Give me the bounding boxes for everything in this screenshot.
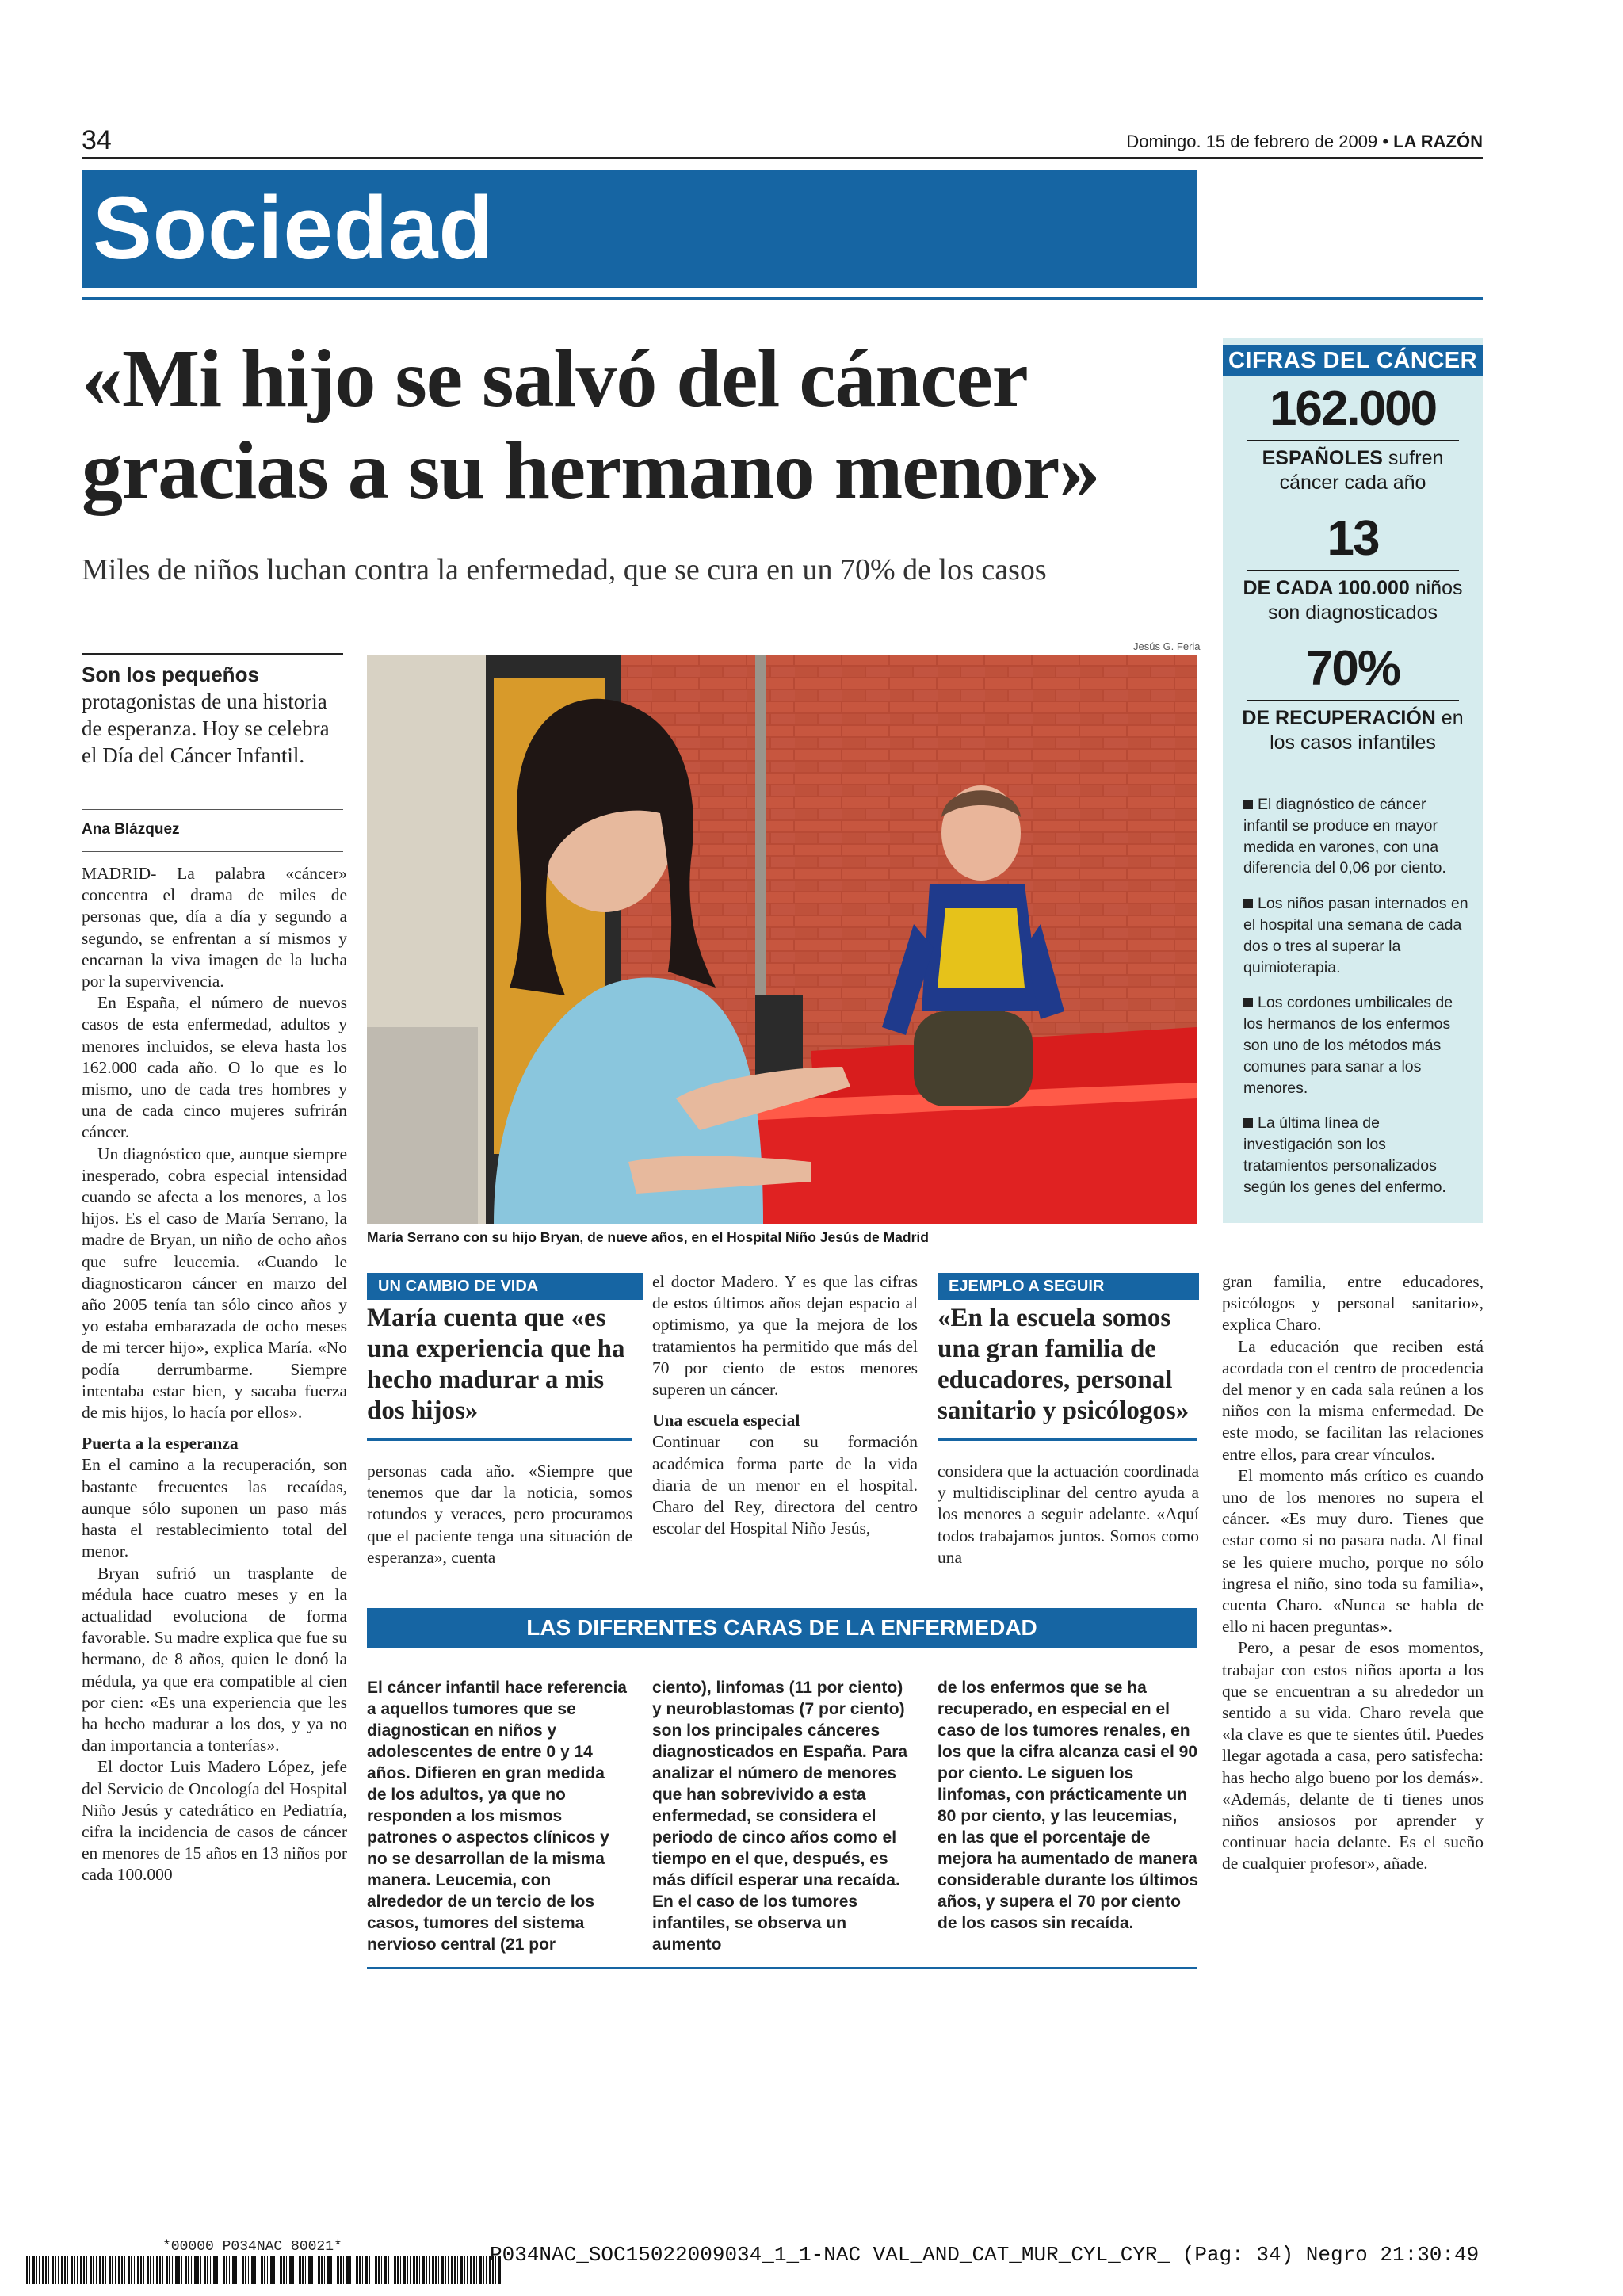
paragraph: En el camino a la recuperación, son bastante frecuentes las recaídas, aunque sólo suponen un paso más hasta el restablecimiento total del menor. [82, 1455, 347, 1561]
page-header-info [1126, 132, 1483, 152]
stat-label [1223, 446, 1483, 495]
stat-label-line2: cáncer cada año [1279, 472, 1426, 494]
stat-number: 13 [1327, 511, 1379, 566]
header-separator: • [1382, 132, 1389, 151]
subheadline: Miles de niños luchan contra la enfermedad, que se cura en un 70% de los casos [82, 553, 1047, 586]
fact-item [1243, 1113, 1473, 1198]
fact-text: La última línea de investigación son los tratamientos personalizados según los genes del enfermo. [1243, 1114, 1446, 1196]
intertitle: Una escuela especial [652, 1411, 800, 1431]
article-photo [367, 655, 1197, 1224]
fact-list [1243, 794, 1473, 1213]
paragraph: considera que la actuación coordinada y multidisciplinar del centro ayuda a los menores a seguir adelante. «Aquí todos trabajamos juntos. Somos como una [938, 1461, 1199, 1567]
stat-label-line2: son diagnosticados [1267, 602, 1438, 624]
paragraph: En España, el número de nuevos casos de esta enfermedad, adultos y menores incluidos, se eleva hasta los 162.000 cada año. O lo que es lo mismo, uno de cada tres hombres y una de cada cinco mujeres sufrirán cáncer. [82, 993, 347, 1142]
paragraph: gran familia, entre educadores, psicólogos y personal sanitario», explica Charo. [1222, 1272, 1484, 1335]
stat-label-rest: niños [1409, 577, 1463, 599]
header-rule [82, 157, 1483, 159]
stat-label-line2: los casos infantiles [1270, 732, 1436, 754]
headline: «Mi hijo se salvó del cáncer gracias a su hermano menor» [82, 333, 1100, 516]
article-column-3 [652, 1271, 918, 1539]
lead [82, 661, 347, 769]
article-column-2 [367, 1461, 632, 1568]
subhead-quote: María cuenta que «es una experiencia que ha hecho madurar a mis dos hijos» [367, 1304, 625, 1425]
stat-label-bold: ESPAÑOLES [1262, 447, 1383, 469]
section-rule [82, 297, 1483, 300]
stat-rule [1247, 700, 1459, 701]
page-number: 34 [82, 125, 112, 155]
lead-bold: Son los pequeños [82, 663, 259, 686]
square-bullet-icon [1243, 1118, 1253, 1128]
paragraph: el doctor Madero. Y es que las cifras de estos últimos años dejan espacio al optimismo, ya que la mejora de los tratamientos ha permitido que más del 70 por ciento de estos menores superen un cáncer. [652, 1272, 918, 1400]
kicker-label: EJEMPLO A SEGUIR [938, 1273, 1199, 1300]
paragraph: Pero, a pesar de esos momentos, trabajar con estos niños aporta a los que se encuentran a su alrededor un sentido a su vida. Charo revela que «la clave es que te sientes útil. Puedes llegar agotada a casa, pero satisfecha: has hecho algo bueno por los demás». «Además, delante de ti tienes unos niños ansiosos por aprender y continuar hacia delante. Es el sueño de cualquier profesor», añade. [1222, 1638, 1484, 1874]
issue-date: Domingo. 15 de febrero de 2009 [1126, 132, 1378, 151]
stat-number: 162.000 [1269, 381, 1437, 436]
fact-item [1243, 794, 1473, 879]
subhead-rule [367, 1438, 632, 1441]
info-box-title: LAS DIFERENTES CARAS DE LA ENFERMEDAD [367, 1608, 1197, 1648]
fact-text: Los niños pasan internados en el hospital una semana de cada dos o tres al superar la quimioterapia. [1243, 895, 1468, 976]
stat-label-rest: en [1435, 707, 1464, 729]
section-title: Sociedad [93, 178, 494, 277]
stat-label [1223, 706, 1483, 755]
paragraph: Continuar con su formación académica forma parte de la vida diaria de un menor en el hospital. Charo del Rey, directora del centro escolar del Hospital Niño Jesús, [652, 1432, 918, 1538]
fact-item [1243, 893, 1473, 978]
intertitle: Puerta a la esperanza [82, 1434, 239, 1454]
article-column-5 [1222, 1271, 1484, 1875]
sidebar-title: CIFRAS DEL CÁNCER [1223, 345, 1483, 376]
kicker-label: UN CAMBIO DE VIDA [367, 1273, 643, 1300]
stat-number: 70% [1305, 641, 1400, 696]
square-bullet-icon [1243, 800, 1253, 809]
stat-rule [1247, 440, 1459, 441]
print-code: *00000 P034NAC 80021* [162, 2239, 342, 2255]
fact-item [1243, 992, 1473, 1098]
paragraph: personas cada año. «Siempre que tenemos que dar la noticia, somos rotundos y veraces, pero procuramos que el paciente tenga una situación de esperanza», cuenta [367, 1461, 632, 1567]
print-slug: P034NAC_SOC15022009034_1_1-NAC VAL_AND_CAT_MUR_CYL_CYR_ (Pag: 34) Negro 21:30:49 [490, 2243, 1480, 2267]
paragraph: La educación que reciben está acordada con el centro de procedencia del menor y en cada sala reúnen a los niños con la misma enfermedad. De este modo, se facilitan las relaciones entre ellos, para crear vínculos. [1222, 1336, 1484, 1464]
byline-rule [82, 809, 343, 810]
stat-label-rest: sufren [1382, 447, 1444, 469]
article-column-1 [82, 863, 347, 1886]
lead-text: protagonistas de una historia de esperanza. Hoy se celebra el Día del Cáncer Infantil. [82, 690, 330, 767]
info-box-column: El cáncer infantil hace referencia a aquellos tumores que se diagnostican en niños y adolescentes de entre 0 y 14 años. Difieren en gran medida de los adultos, ya que no responden a los mismos patrones o aspectos clínicos y no se desarrollan de la misma manera. Leucemia, con alrededor de un tercio de los casos, tumores del sistema nervioso central (21 por [367, 1679, 627, 1954]
info-box-column: ciento), linfomas (11 por ciento) y neuroblastomas (7 por ciento) son los principales cánceres diagnosticados en España. Para analizar el número de menores que han sobrevivido a esta enfermedad, se considera el periodo de cinco años como el tiempo en el que, después, es más difícil esperar una recaída. En el caso de los tumores infantiles, se observa un aumento [652, 1679, 908, 1954]
fact-text: Los cordones umbilicales de los hermanos de los enfermos son uno de los métodos más comunes para sanar a los menores. [1243, 994, 1453, 1097]
stat-rule [1247, 570, 1459, 571]
paragraph: Bryan sufrió un trasplante de médula hace cuatro meses y en la actualidad evoluciona de forma favorable. Su madre explica que fue su hermano, de 8 años, quien le donó la médula, ya que era compatible al cien por cien: «Es una experiencia que les ha hecho madurar a los dos, y ya no dan importancia a tonterías». [82, 1563, 347, 1755]
photo-illustration [367, 655, 1197, 1224]
subhead-rule [938, 1438, 1197, 1441]
byline: Ana Blázquez [82, 821, 180, 838]
paragraph: Un diagnóstico que, aunque siempre inesperado, cobra especial intensidad cuando se afecta a los menores, a los hijos. Es el caso de María Serrano, la madre de Bryan, un niño de ocho años que sufre leucemia. «Cuando le diagnosticaron cáncer en marzo del año 2005 tenía tan sólo cinco años y yo estaba embarazada de ocho meses de mi tercer hijo», explica María. «No podía derrumbarme. Siempre intentaba estar bien, y sacaba fuerza de mis hijos, lo hacía por ellos». [82, 1144, 347, 1423]
square-bullet-icon [1243, 899, 1253, 908]
stat-label-bold: DE RECUPERACIÓN [1242, 707, 1436, 729]
stat-label-bold: DE CADA 100.000 [1243, 577, 1410, 599]
stat-label [1223, 576, 1483, 625]
paragraph: El doctor Luis Madero López, jefe del Servicio de Oncología del Hospital Niño Jesús y catedrático en Pediatría, cifra la incidencia de casos de cáncer en menores de 15 años en 13 niños por cada 100.000 [82, 1757, 347, 1885]
article-column-4 [938, 1461, 1199, 1568]
section-banner [82, 170, 1197, 288]
info-box-rule [367, 1967, 1197, 1969]
statistics-sidebar [1223, 338, 1483, 1223]
barcode-icon [26, 2256, 502, 2284]
photo-credit: Jesús G. Feria [1133, 640, 1201, 652]
newspaper-name: LA RAZÓN [1393, 132, 1483, 151]
byline-rule [82, 851, 343, 852]
photo-caption: María Serrano con su hijo Bryan, de nueve años, en el Hospital Niño Jesús de Madrid [367, 1229, 929, 1245]
paragraph: El momento más crítico es cuando uno de los menores no supera el cáncer. «Es muy duro. Tienes que estar como si no pasara nada. Al final se les quiere mucho, porque no sólo ingresa el niño, sino toda su familia», cuenta Charo. «Nunca se habla de ello ni hacen preguntas». [1222, 1465, 1484, 1637]
info-box-column: de los enfermos que se ha recuperado, en especial en el caso de los tumores renales, en los que la cifra alcanza casi el 90 por ciento. Le siguen los linfomas, con prácticamente un 80 por ciento, y las leucemias, en las que el porcentaje de mejora ha aumentado de manera considerable durante los últimos años, y supera el 70 por ciento de los casos sin recaída. [938, 1679, 1199, 1932]
square-bullet-icon [1243, 998, 1253, 1007]
fact-text: El diagnóstico de cáncer infantil se produce en mayor medida en varones, con una diferencia del 0,06 por ciento. [1243, 796, 1446, 877]
paragraph: MADRID- La palabra «cáncer» concentra el drama de miles de personas que, día a día y segundo a segundo, se enfrentan a sí mismos y encarnan la viva imagen de la lucha por la supervivencia. [82, 864, 347, 991]
subhead-quote: «En la escuela somos una gran familia de educadores, personal sanitario y psicólogos» [938, 1304, 1190, 1425]
lead-rule [82, 653, 343, 655]
